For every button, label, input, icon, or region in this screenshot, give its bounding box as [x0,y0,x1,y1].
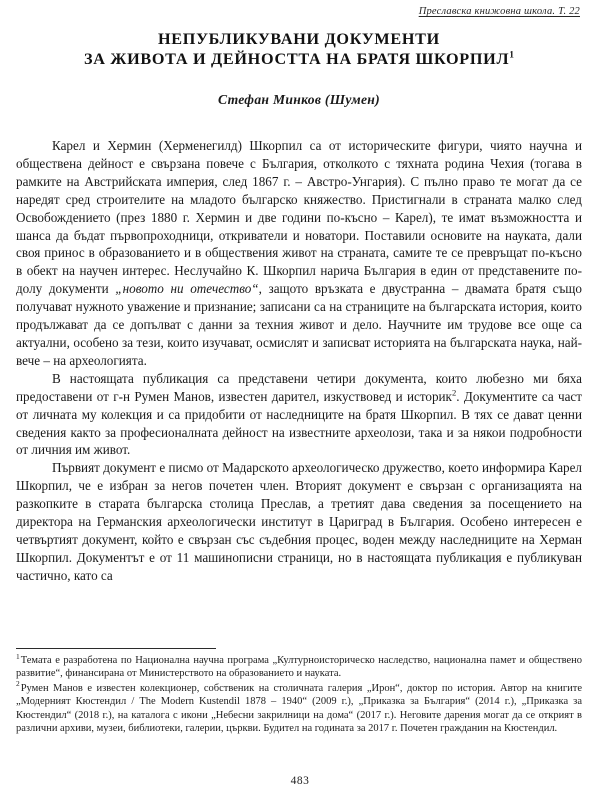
footnote-1 [16,651,582,681]
footnote-2-text: Румен Манов е известен колекционер, собственик на столичната галерия „Ирон“, доктор по история. Автор на книгите „Модерният Кюстендил / The Modern Kustendil 1878 – 1940“ (2009 г.), „Приказка за България“ (2014 г.), „Приказка за Кюстендил“ (2018 г.), на каталога с икони „Небесни закрилници на дома“ (2017 г.). Неговите дарения могат да се открият в различни архиви, музеи, библиотеки, галерии, църкви. Будител на годината за 2017 г. Почетен гражданин на Кюстендил. [16,682,582,735]
author-name: Стефан Минков (Шумен) [218,92,380,108]
running-head [16,6,580,18]
title-footnote-marker: 1 [509,50,514,61]
paragraph-1-text-b: , защото връзката е двустранна – двамата братя също получават нужното уважение и признание; записани са на страниците на българската история, които продължават да се допълват с данни за техния живот и дело. Научните им трудове все още са актуални, особено за тези, които изучават, осмислят и записват историята на българската наука, най-вече – на археологията. [16,281,582,368]
footnote-separator-rule [16,648,216,649]
title-line-1: НЕПУБЛИКУВАНИ ДОКУМЕНТИ [158,29,440,48]
title-line-2: ЗА ЖИВОТА И ДЕЙНОСТТА НА БРАТЯ ШКОРПИЛ [84,50,510,69]
paragraph-2-text-b: . Документите са част от личната му колекция и са придобити от наследниците на братя Шкорпил. В тях се дават ценни сведения както за професионалната дейност на известните археолози, така и за някои подробности от личния им живот. [16,388,582,458]
page-title [16,29,582,70]
paragraph-2-footnote-marker: 2 [451,387,457,398]
paragraph-2 [16,370,582,460]
footnote-2 [16,679,582,736]
title-block [16,29,582,108]
paragraph-1-quote: „новото ни отечество“ [115,281,259,297]
paragraph-3: Първият документ е писмо от Мадарското археологическо дружество, което информира Карел Шкорпил, че е избран за негов почетен член. Вторият документ е свързан с организацията на разкопките в старата българска столица Преслав, а третият дава сведения за посещението на директора на Германския археологически институт в Цариград в България. Особено интересен е четвъртият документ, който е свързан със съдебния процес, воден между наследниците на Херман Шкорпил. Документът е от 11 машинописни страници, но в настоящата публикация е публикуван частично, като са [16,460,582,583]
footnote-1-text: Темата е разработена по Национална научна програма „Културноисторическо наследство, национална памет и обществено развитие“, финансирана от Министерството на образованието и науката. [16,655,582,680]
footnotes-section [16,648,582,737]
page-number: 483 [290,775,310,787]
paragraph-1-text-a: Карел и Хермин (Херменегилд) Шкорпил са от историческите фигури, чиято научна и обществена дейност е свързана повече с България, отколкото с тяхната родина Чехия (тогава в рамките на Австрийската империя, след 1867 г. – Австро-Унгария). С пълно право те могат да се наредят сред строителите на младото българско княжество. Пристигнали в страната малко след Освобождението (през 1880 г. Хермин и две години по-късно – Карел), те имат възможността и шанса да бъдат първопроходници, откриватели и новатори. Поставили основите на науката, дали своя принос в образованието и в обществения живот на страната, самите те се превръщат по-късно в обект на научен интерес. Неслучайно К. Шкорпил нарича България в един от представените по-долу документи [16,138,582,297]
running-head-text: Преславска книжовна школа. Т. 22 [418,6,580,17]
paragraph-1 [16,137,582,370]
footnote-1-number: 1 [16,651,20,661]
body-text [16,137,582,585]
paragraph-2-text-a: В настоящата публикация са представени четири документа, които любезно ми бяха предоставени от г-н Румен Манов, известен дарител, изкуствовед и историк [16,370,582,404]
footnote-2-number: 2 [16,679,20,689]
page-folio [0,775,600,787]
